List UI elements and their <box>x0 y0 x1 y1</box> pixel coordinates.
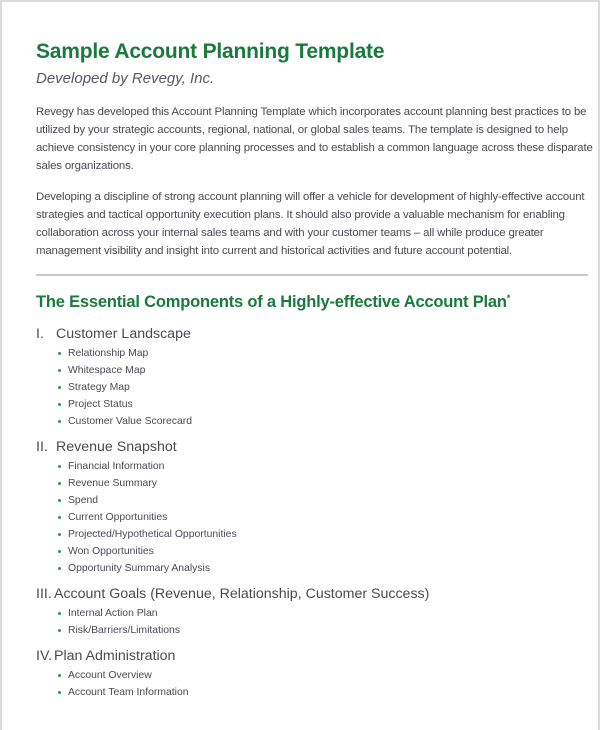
list-item <box>58 379 586 396</box>
list-item-text: Revenue Summary <box>68 478 157 489</box>
list-item-text: Customer Value Scorecard <box>68 416 192 427</box>
section-title-text: The Essential Components of a Highly-effective Account Plan <box>36 293 507 311</box>
outline-heading <box>36 324 586 345</box>
list-item <box>58 543 586 560</box>
outline-group-customer-landscape <box>36 324 586 430</box>
list-item <box>58 396 586 413</box>
bullet-icon <box>58 516 61 519</box>
outline-heading <box>36 646 586 667</box>
list-item-text: Account Overview <box>68 670 152 681</box>
list-item-text: Financial Information <box>68 461 165 472</box>
intro-paragraph: Revegy has developed this Account Planning Template which incorporates account planning best practices to be utilized by your strategic accounts, regional, national, or global sales teams. The template is designed to help achieve consistency in your core planning processes and to establish a common language across these disparate sales organizations. <box>36 106 593 172</box>
list-item <box>58 526 586 543</box>
outline-items <box>36 667 586 701</box>
bullet-icon <box>58 420 61 423</box>
bullet-icon <box>58 567 61 570</box>
bullet-icon <box>58 629 61 632</box>
bullet-icon <box>58 482 61 485</box>
roman-numeral: III. <box>36 586 52 602</box>
list-item-text: Internal Action Plan <box>68 608 158 619</box>
bullet-icon <box>58 403 61 406</box>
list-item-text: Whitespace Map <box>68 365 146 376</box>
list-item-text: Strategy Map <box>68 382 130 393</box>
bullet-icon <box>58 612 61 615</box>
footnote-mark: * <box>506 293 511 303</box>
document-title: Sample Account Planning Template <box>36 40 385 63</box>
outline-group-plan-administration <box>36 646 586 701</box>
list-item <box>58 458 586 475</box>
outline-group-account-goals <box>36 584 586 639</box>
list-item <box>58 560 586 577</box>
outline-group-revenue-snapshot <box>36 437 586 577</box>
list-item <box>58 667 586 684</box>
bullet-icon <box>58 550 61 553</box>
outline-items <box>36 605 586 639</box>
discipline-paragraph: Developing a discipline of strong account planning will offer a vehicle for development of highly-effective account strategies and tactical opportunity execution plans. It should also provide a valuable mechanism for enabling collaboration across your internal sales teams and with your customer teams – all while produce greater management visibility and insight into current and historical activities and future account potential. <box>36 191 585 257</box>
list-item-text: Relationship Map <box>68 348 149 359</box>
roman-numeral: IV. <box>36 648 53 664</box>
outline-items <box>36 458 586 577</box>
outline-heading <box>36 584 586 605</box>
list-item-text: Current Opportunities <box>68 512 168 523</box>
list-item <box>58 475 586 492</box>
outline-heading-text: Account Goals (Revenue, Relationship, Customer Success) <box>54 586 430 602</box>
bullet-icon <box>58 386 61 389</box>
bullet-icon <box>58 674 61 677</box>
list-item-text: Project Status <box>68 399 133 410</box>
document-subtitle: Developed by Revegy, Inc. <box>36 70 215 87</box>
roman-numeral: II. <box>36 439 48 455</box>
list-item-text: Spend <box>68 495 99 506</box>
section-title <box>36 293 510 312</box>
outline-items <box>36 345 586 430</box>
outline-heading-text: Plan Administration <box>54 648 176 664</box>
bullet-icon <box>58 499 61 502</box>
list-item <box>58 605 586 622</box>
bullet-icon <box>58 369 61 372</box>
list-item <box>58 413 586 430</box>
outline-heading-text: Customer Landscape <box>56 326 191 342</box>
bullet-icon <box>58 465 61 468</box>
list-item-text: Won Opportunities <box>68 546 154 557</box>
list-item <box>58 362 586 379</box>
list-item <box>58 509 586 526</box>
outline-heading <box>36 437 586 458</box>
outline-heading-text: Revenue Snapshot <box>56 439 177 455</box>
list-item <box>58 622 586 639</box>
section-divider <box>36 274 588 276</box>
components-outline <box>36 324 586 708</box>
list-item-text: Account Team Information <box>68 687 189 698</box>
bullet-icon <box>58 691 61 694</box>
roman-numeral: I. <box>36 326 44 342</box>
list-item <box>58 345 586 362</box>
list-item <box>58 684 586 701</box>
list-item <box>58 492 586 509</box>
list-item-text: Projected/Hypothetical Opportunities <box>68 529 237 540</box>
bullet-icon <box>58 352 61 355</box>
bullet-icon <box>58 533 61 536</box>
list-item-text: Opportunity Summary Analysis <box>68 563 211 574</box>
list-item-text: Risk/Barriers/Limitations <box>68 625 181 636</box>
